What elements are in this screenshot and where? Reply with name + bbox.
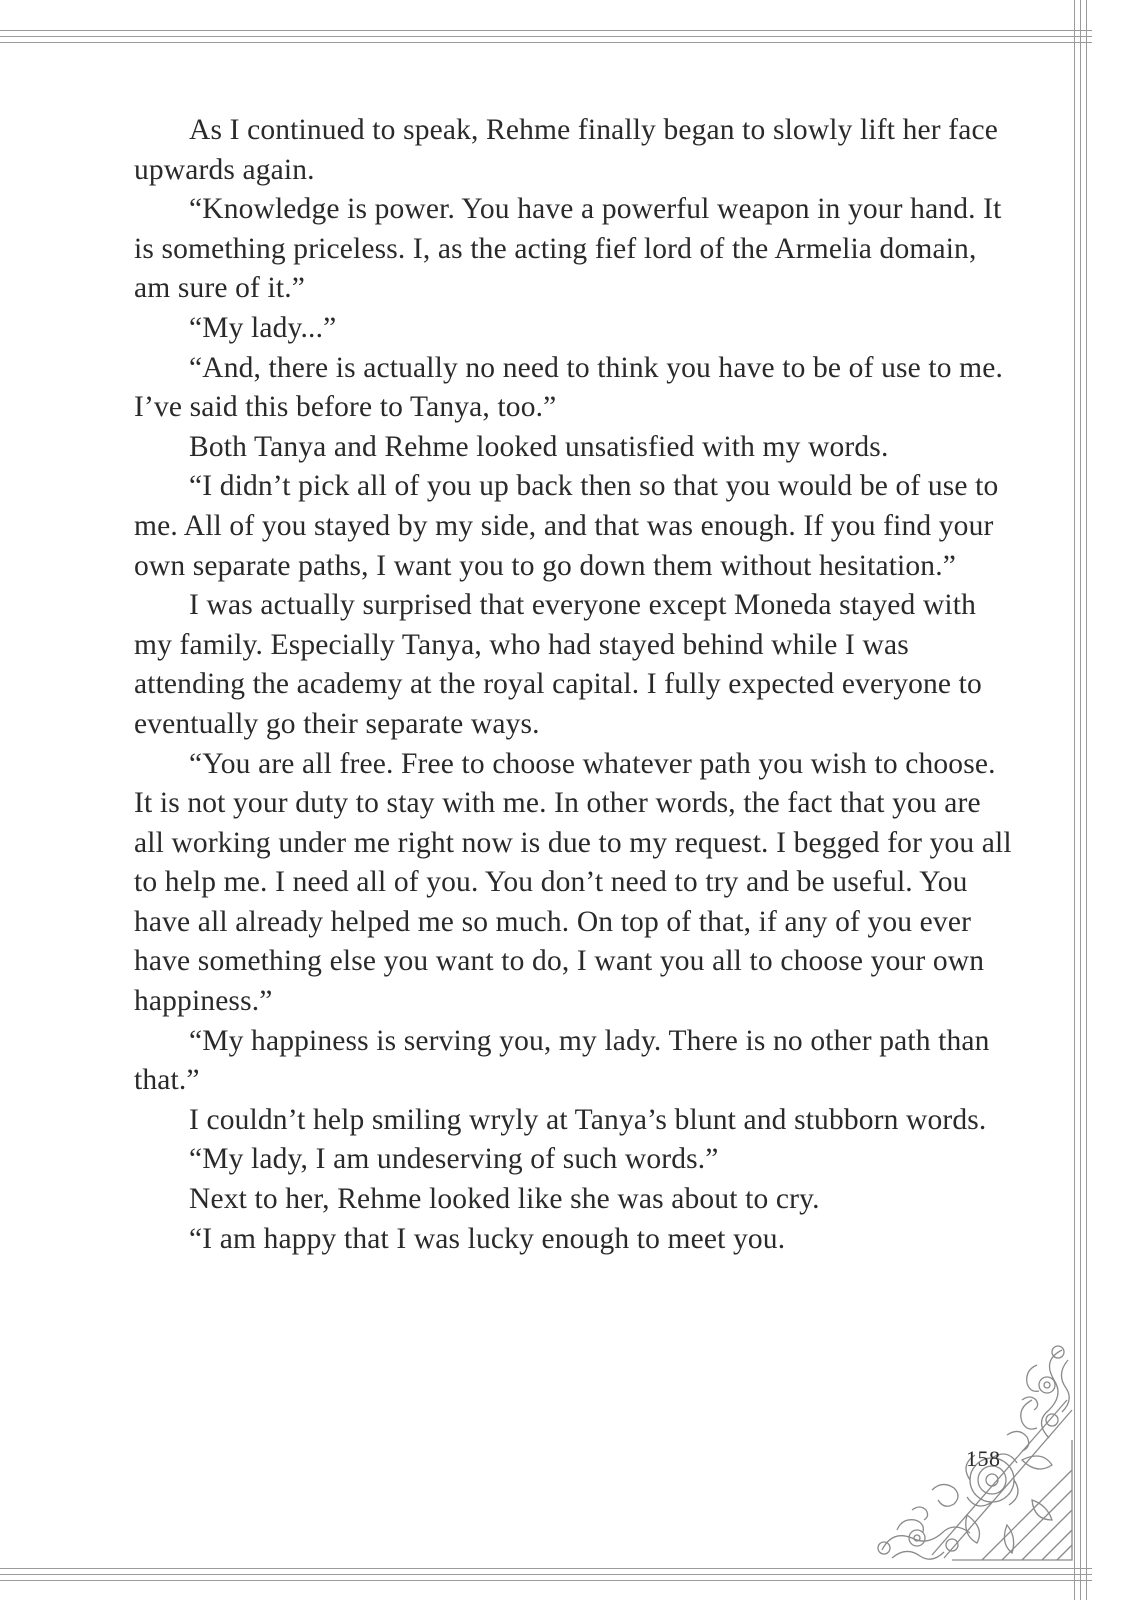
right-border-line	[1080, 0, 1081, 1600]
paragraph: Next to her, Rehme looked like she was about to cry.	[189, 1183, 820, 1216]
paragraph: I couldn’t help smiling wryly at Tanya’s blunt and stubborn words.	[189, 1103, 987, 1136]
paragraph: “I didn’t pick all of you up back then so that you would be of use to me. All of you stayed by my side, and that was enough. If you find your own separate paths, I want you to go down them without hesitation.”	[134, 470, 999, 582]
paragraph: “And, there is actually no need to think you have to be of use to me. I’ve said this before to Tanya, too.”	[134, 351, 1004, 424]
right-border-line	[1086, 0, 1087, 1600]
paragraph: “I am happy that I was lucky enough to meet you.	[189, 1222, 786, 1255]
page-number: 158	[966, 1446, 1001, 1471]
paragraph: As I continued to speak, Rehme finally began to slowly lift her face upwards again.	[134, 114, 998, 186]
body-text	[134, 111, 1014, 1259]
bottom-border-line	[0, 1580, 1092, 1581]
top-border-line	[0, 30, 1092, 31]
paragraph: “My happiness is serving you, my lady. There is no other path than that.”	[134, 1024, 990, 1097]
paragraph: “My lady, I am undeserving of such words.”	[189, 1143, 719, 1176]
paragraph: I was actually surprised that everyone except Moneda stayed with my family. Especially Tanya, who had stayed behind while I was attending the academy at the royal capital. I fully expected everyone to eventually go their separate ways.	[134, 589, 982, 740]
top-border-line	[0, 42, 1092, 43]
paragraph: “My lady...”	[189, 311, 337, 344]
paragraph: Both Tanya and Rehme looked unsatisfied with my words.	[189, 430, 889, 463]
paragraph: “Knowledge is power. You have a powerful weapon in your hand. It is something priceless. I, as the acting fief lord of the Armelia domain, am sure of it.”	[134, 193, 1002, 305]
paragraph: “You are all free. Free to choose whatever path you wish to choose. It is not your duty to stay with me. In other words, the fact that you are all working under me right now is due to my request. I begged for you all to help me. I need all of you. You don’t need to try and be useful. You have all already helped me so much. On top of that, if any of you ever have something else you want to do, I want you all to choose your own happiness.”	[134, 747, 1012, 1018]
top-border-line	[0, 36, 1092, 37]
bottom-border-line	[0, 1568, 1092, 1569]
bottom-border-line	[0, 1574, 1092, 1575]
